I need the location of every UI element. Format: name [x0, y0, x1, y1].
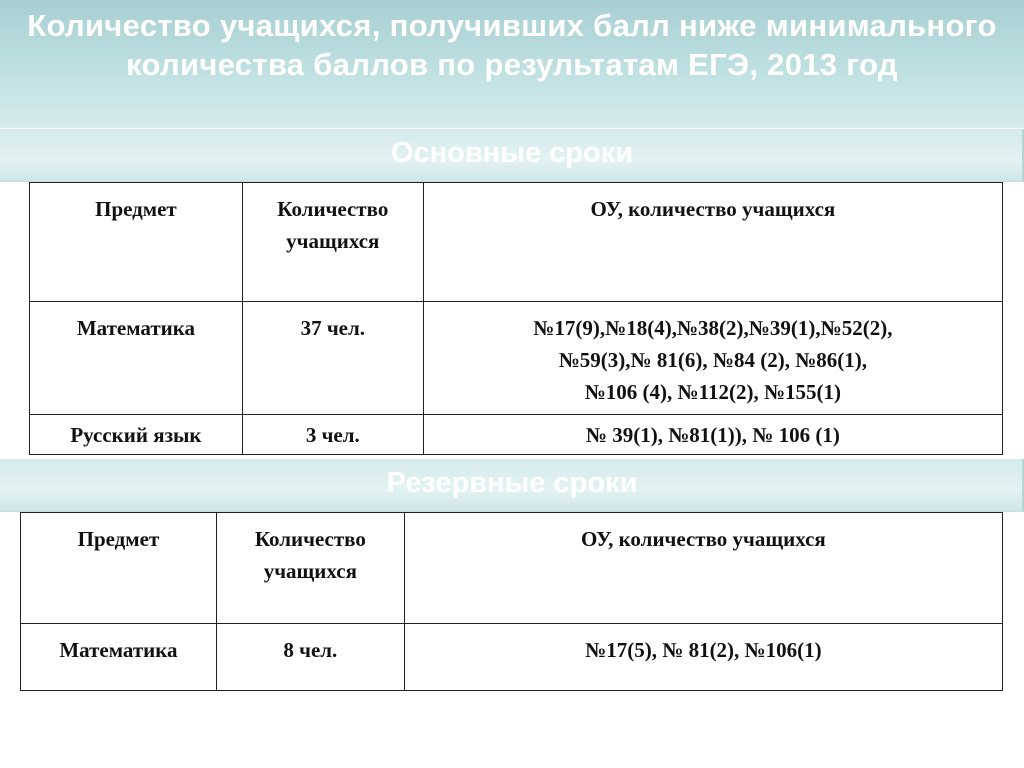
table-row	[30, 302, 1003, 415]
header-schools: ОУ, количество учащихся	[404, 513, 1002, 624]
cell-schools: № 39(1), №81(1)), № 106 (1)	[423, 415, 1002, 455]
table-header-row	[30, 183, 1003, 302]
cell-schools-line: №17(9),№18(4),№38(2),№39(1),№52(2),	[533, 316, 893, 340]
cell-subject: Русский язык	[30, 415, 243, 455]
cell-count: 3 чел.	[242, 415, 423, 455]
cell-schools: №17(5), № 81(2), №106(1)	[404, 624, 1002, 691]
cell-schools-line: №106 (4), №112(2), №155(1)	[584, 380, 842, 404]
title-band	[0, 0, 1024, 128]
cell-schools	[423, 302, 1002, 415]
header-subject: Предмет	[21, 513, 217, 624]
table-row	[30, 415, 1003, 455]
header-schools: ОУ, количество учащихся	[423, 183, 1002, 302]
header-count: Количество учащихся	[242, 183, 423, 302]
header-count: Количество учащихся	[216, 513, 404, 624]
cell-subject: Математика	[21, 624, 217, 691]
section-label-main: Основные сроки	[390, 137, 634, 169]
slide-title: Количество учащихся, получивших балл ниже минимального количества баллов по результатам ЕГЭ, 2013 год	[27, 8, 997, 82]
cell-schools-line: №59(3),№ 81(6), №84 (2), №86(1),	[558, 348, 868, 372]
cell-count: 37 чел.	[242, 302, 423, 415]
section-band-main	[0, 129, 1024, 182]
reserve-results-table	[20, 512, 1003, 691]
table-header-row	[21, 513, 1003, 624]
header-subject: Предмет	[30, 183, 243, 302]
cell-count: 8 чел.	[216, 624, 404, 691]
cell-subject: Математика	[30, 302, 243, 415]
section-label-reserve: Резервные сроки	[386, 467, 638, 499]
section-band-reserve	[0, 459, 1024, 512]
main-results-table	[29, 182, 1003, 455]
table-row	[21, 624, 1003, 691]
